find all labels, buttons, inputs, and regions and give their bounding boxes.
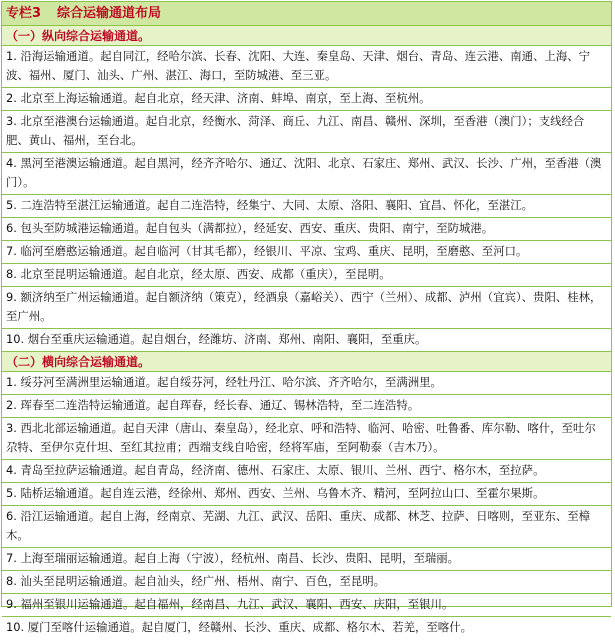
list-item: 6. 沿江运输通道。起自上海，经南京、芜湖、九江、武汉、岳阳、重庆、成都、林芝、拉萨、日喀则，至亚东、至樟木。 xyxy=(2,506,611,548)
panel-title-prefix: 专栏3 xyxy=(6,5,42,21)
list-item: 7. 临河至磨憨运输通道。起自临河（甘其毛都），经银川、平凉、宝鸡、重庆、昆明，至磨憨、至河口。 xyxy=(2,241,611,264)
list-item: 10. 厦门至喀什运输通道。起自厦门，经赣州、长沙、重庆、成都、格尔木、若羌，至喀什。 xyxy=(6,620,472,634)
list-item: 1. 绥芬河至满洲里运输通道。起自绥芬河，经牡丹江、哈尔滨、齐齐哈尔，至满洲里。 xyxy=(2,372,611,395)
list-item: 1. 沿海运输通道。起自同江，经哈尔滨、长春、沈阳、大连、秦皇岛、天津、烟台、青岛、连云港、南通、上海、宁波、福州、厦门、汕头、广州、湛江、海口，至防城港、至三亚。 xyxy=(2,46,611,88)
list-item: 9. 额济纳至广州运输通道。起自额济纳（策克），经酒泉（嘉峪关）、西宁（兰州）、成都、泸州（宜宾）、贵阳、桂林，至广州。 xyxy=(2,287,611,329)
list-item: 10. 烟台至重庆运输通道。起自烟台，经潍坊、济南、郑州、南阳、襄阳，至重庆。 xyxy=(2,329,611,352)
transport-corridor-panel xyxy=(1,1,612,634)
list-item: 3. 西北北部运输通道。起自天津（唐山、秦皇岛），经北京、呼和浩特、临河、哈密、吐鲁番、库尔勒、喀什，至吐尔尕特、至伊尔克什坦、至红其拉甫；西端支线自哈密，经将军庙，至阿勒泰（吉木乃）。 xyxy=(2,418,611,460)
panel-title-bar xyxy=(2,2,611,26)
list-item: 8. 北京至昆明运输通道。起自北京，经太原、西安、成都（重庆），至昆明。 xyxy=(2,264,611,287)
list-item: 6. 包头至防城港运输通道。起自包头（满都拉），经延安、西安、重庆、贵阳、南宁，至防城港。 xyxy=(2,218,611,241)
section-heading-vertical: （一）纵向综合运输通道。 xyxy=(2,26,611,46)
list-item: 8. 汕头至昆明运输通道。起自汕头，经广州、梧州、南宁、百色，至昆明。 xyxy=(2,571,611,594)
list-item: 4. 青岛至拉萨运输通道。起自青岛，经济南、德州、石家庄、太原、银川、兰州、西宁、格尔木，至拉萨。 xyxy=(2,460,611,483)
list-item: 3. 北京至港澳台运输通道。起自北京，经衡水、菏泽、商丘、九江、南昌、赣州、深圳，至香港（澳门）；支线经合肥、黄山、福州，至台北。 xyxy=(2,111,611,153)
list-item: 5. 陆桥运输通道。起自连云港，经徐州、郑州、西安、兰州、乌鲁木齐、精河，至阿拉山口、至霍尔果斯。 xyxy=(2,483,611,506)
list-item: 9. 福州至银川运输通道。起自福州，经南昌、九江、武汉、襄阳、西安、庆阳，至银川。 xyxy=(2,594,611,617)
list-item: 2. 北京至上海运输通道。起自北京，经天津、济南、蚌埠、南京，至上海、至杭州。 xyxy=(2,88,611,111)
list-item: 7. 上海至瑞丽运输通道。起自上海（宁波），经杭州、南昌、长沙、贵阳、昆明，至瑞丽。 xyxy=(2,548,611,571)
section-heading-horizontal: （二）横向综合运输通道。 xyxy=(2,352,611,372)
list-item: 2. 珲春至二连浩特运输通道。起自珲春，经长春、通辽、锡林浩特，至二连浩特。 xyxy=(2,395,611,418)
list-item: 4. 黑河至港澳运输通道。起自黑河，经齐齐哈尔、通辽、沈阳、北京、石家庄、郑州、武汉、长沙、广州，至香港（澳门）。 xyxy=(2,153,611,195)
panel-title: 综合运输通道布局 xyxy=(57,5,162,21)
list-item: 5. 二连浩特至湛江运输通道。起自二连浩特，经集宁、大同、太原、洛阳、襄阳、宜昌、怀化，至湛江。 xyxy=(2,195,611,218)
